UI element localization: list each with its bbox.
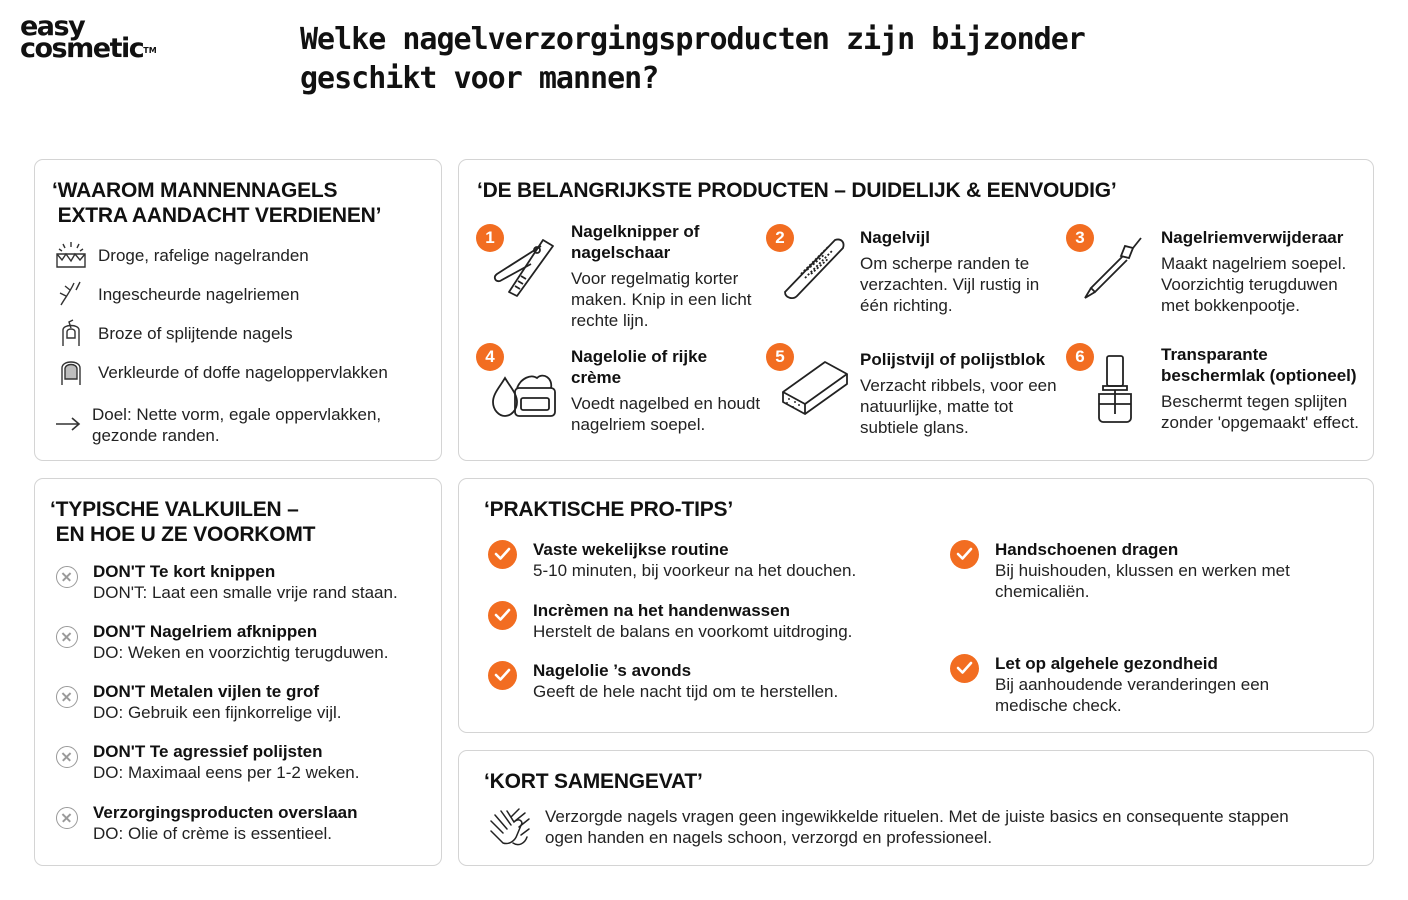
- product-desc-4: Voedt nagelbed en houdt nagelriem soepel.: [571, 394, 761, 434]
- product-title-6: Transparante beschermlak (optioneel): [1161, 345, 1357, 385]
- why-heading: ‘WAAROM MANNENNAGELS EXTRA AANDACHT VERDIENEN’: [52, 179, 382, 227]
- discolored-nail-icon: [57, 357, 85, 387]
- product-badge-5: 5: [766, 343, 794, 371]
- tip-right-1: Handschoenen dragen Bij huishouden, klussen en werken met chemicaliën.: [995, 540, 1290, 601]
- check-icon: [488, 661, 517, 690]
- close-circle-icon: [56, 626, 78, 648]
- why-item-1: Droge, rafelige nagelranden: [98, 246, 309, 265]
- why-item-2: Ingescheurde nagelriemen: [98, 285, 300, 304]
- products-heading: ‘DE BELANGRIJKSTE PRODUCTEN – DUIDELIJK & EENVOUDIG’: [477, 179, 1117, 202]
- buffer-block-icon: [779, 356, 851, 418]
- product-title-1: Nagelknipper of nagelschaar: [571, 222, 700, 262]
- page-title: Welke nagelverzorgingsproducten zijn bijzonder geschikt voor mannen?: [300, 22, 1085, 96]
- product-title-4: Nagelolie of rijke crème: [571, 347, 708, 387]
- product-badge-2: 2: [766, 224, 794, 252]
- tip-left-1: Vaste wekelijkse routine 5-10 minuten, bij voorkeur na het douchen.: [533, 540, 857, 580]
- why-goal: Doel: Nette vorm, egale oppervlakken, gezonde randen.: [92, 405, 382, 445]
- pitfall-item-3: DON'T Metalen vijlen te grof DO: Gebruik een fijnkorrelige vijl.: [93, 682, 342, 722]
- product-title-5: Polijstvijl of polijstblok: [860, 350, 1046, 369]
- brand-line-1: easy: [20, 11, 85, 42]
- product-badge-1: 1: [476, 224, 504, 252]
- tip-left-2: Incrèmen na het handenwassen Herstelt de balans en voorkomt uitdroging.: [533, 601, 853, 641]
- nail-clipper-icon: [491, 236, 557, 302]
- card-summary: [458, 750, 1374, 866]
- brand-logo: [20, 11, 157, 64]
- check-icon: [488, 540, 517, 569]
- check-icon: [950, 540, 979, 569]
- product-title-2: Nagelvijl: [860, 228, 930, 247]
- product-desc-3: Maakt nagelriem soepel. Voorzichtig terugduwen met bokkenpootje.: [1161, 254, 1347, 315]
- pitfalls-heading: ‘TYPISCHE VALKUILEN – EN HOE U ZE VOORKOMT: [50, 498, 316, 546]
- product-badge-3: 3: [1066, 224, 1094, 252]
- close-circle-icon: [56, 746, 78, 768]
- card-pitfalls: [34, 478, 442, 866]
- card-tips: [458, 478, 1374, 733]
- tips-heading: ‘PRAKTISCHE PRO-TIPS’: [484, 498, 733, 521]
- summary-text: Verzorgde nagels vragen geen ingewikkelde rituelen. Met de juiste basics en consequente stappen ogen handen en nagels schoon, verzorgd en professioneel.: [545, 807, 1289, 847]
- nail-file-icon: [781, 236, 847, 302]
- check-icon: [488, 601, 517, 630]
- why-item-3: Broze of splijtende nagels: [98, 324, 293, 343]
- dry-edge-icon: [54, 240, 88, 270]
- why-item-4: Verkleurde of doffe nageloppervlakken: [98, 363, 388, 382]
- card-why: [34, 159, 442, 461]
- oil-cream-icon: [491, 360, 557, 422]
- tip-left-3: Nagelolie ’s avonds Geeft de hele nacht tijd om te herstellen.: [533, 661, 839, 701]
- arrow-right-icon: [55, 416, 81, 432]
- close-circle-icon: [56, 807, 78, 829]
- card-products: [458, 159, 1374, 461]
- summary-heading: ‘KORT SAMENGEVAT’: [484, 770, 703, 793]
- nail-polish-icon: [1093, 354, 1137, 424]
- close-circle-icon: [56, 566, 78, 588]
- product-badge-4: 4: [476, 343, 504, 371]
- check-icon: [950, 654, 979, 683]
- product-desc-1: Voor regelmatig korter maken. Knip in een licht rechte lijn.: [571, 269, 752, 330]
- product-badge-6: 6: [1066, 343, 1094, 371]
- pitfall-item-1: DON'T Te kort knippen DON'T: Laat een smalle vrije rand staan.: [93, 562, 398, 602]
- pitfall-item-5: Verzorgingsproducten overslaan DO: Olie of crème is essentieel.: [93, 803, 358, 843]
- close-circle-icon: [56, 686, 78, 708]
- pitfall-item-4: DON'T Te agressief polijsten DO: Maximaal eens per 1-2 weken.: [93, 742, 360, 782]
- torn-cuticle-icon: [56, 278, 86, 308]
- product-desc-2: Om scherpe randen te verzachten. Vijl rustig in één richting.: [860, 254, 1040, 315]
- product-desc-6: Beschermt tegen splijten zonder 'opgemaakt' effect.: [1161, 392, 1360, 432]
- product-title-3: Nagelriemverwijderaar: [1161, 228, 1344, 247]
- cuticle-pusher-icon: [1081, 236, 1147, 302]
- product-desc-5: Verzacht ribbels, voor een natuurlijke, matte tot subtiele glans.: [860, 376, 1057, 437]
- brand-trademark: TM: [143, 46, 157, 55]
- brand-line-2: cosmetic™: [20, 33, 157, 64]
- split-nail-icon: [57, 318, 85, 348]
- pitfall-item-2: DON'T Nagelriem afknippen DO: Weken en voorzichtig terugduwen.: [93, 622, 389, 662]
- hands-icon: [487, 805, 533, 851]
- tip-right-2: Let op algehele gezondheid Bij aanhoudende veranderingen een medische check.: [995, 654, 1270, 715]
